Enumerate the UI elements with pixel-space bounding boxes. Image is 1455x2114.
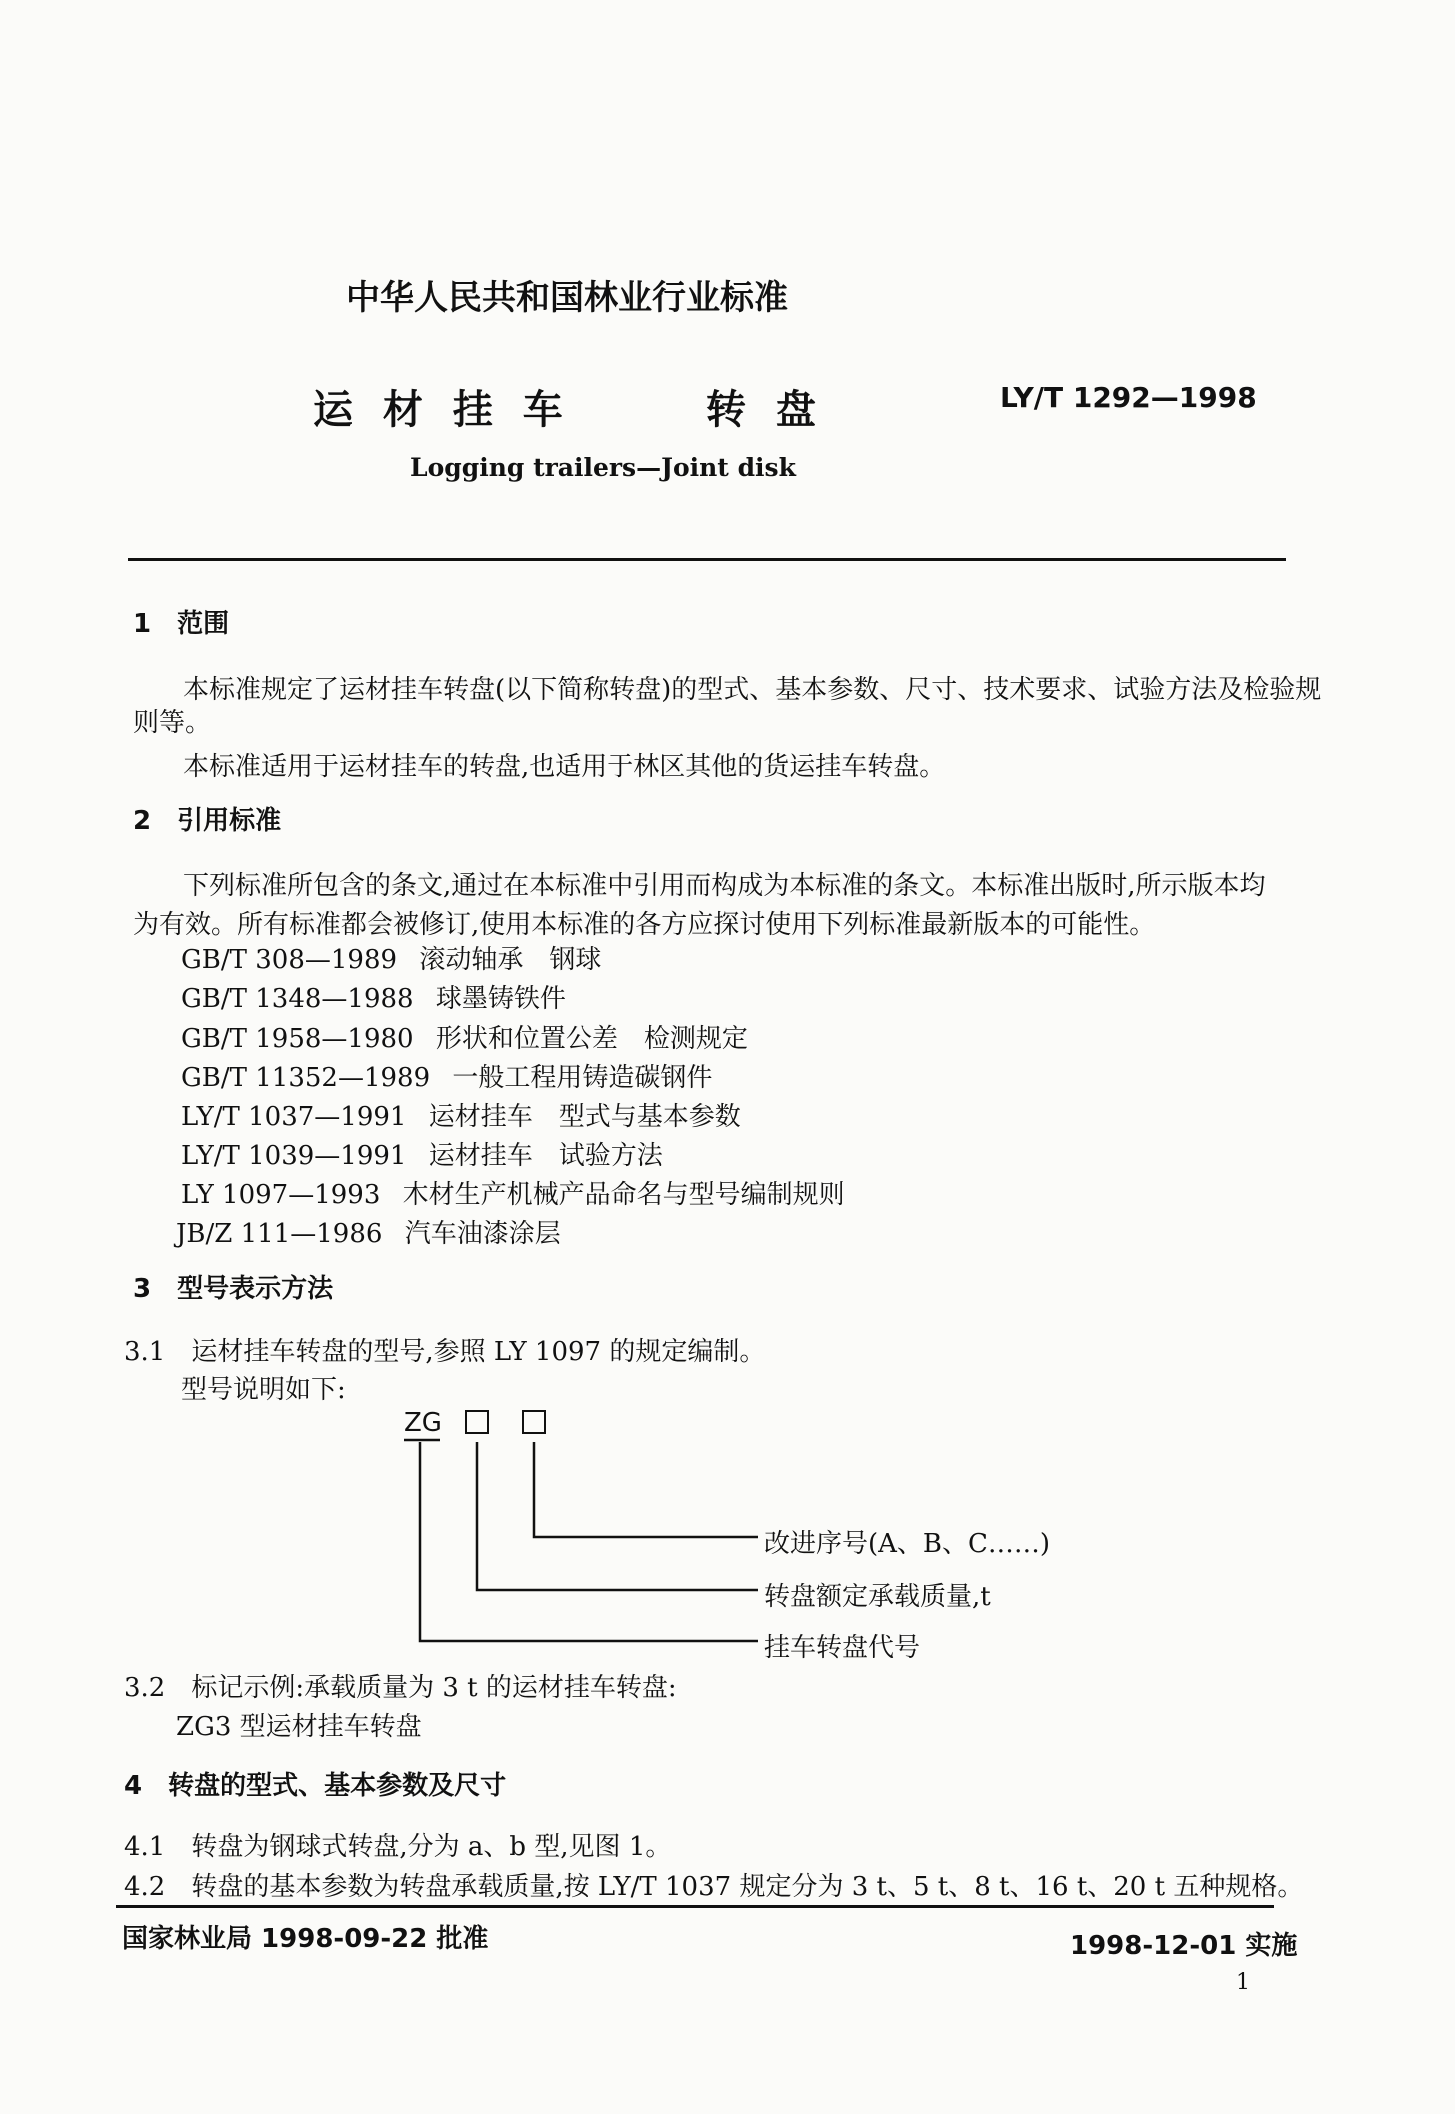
section-1-p2: 本标准适用于运材挂车的转盘,也适用于林区其他的货运挂车转盘。: [183, 752, 946, 782]
placeholder-box-improve: [522, 1410, 546, 1434]
section-2-p1-line2: 为有效。所有标准都会被修订,使用本标准的各方应探讨使用下列标准最新版本的可能性。: [133, 910, 1156, 940]
clause-3-1: 3.1 运材挂车转盘的型号,参照 LY 1097 的规定编制。: [124, 1337, 766, 1367]
section-4-heading: 4 转盘的型式、基本参数及尺寸: [124, 1771, 507, 1801]
reference-code: GB/T 308—1989: [181, 945, 398, 975]
section-1-p1-line1: 本标准规定了运材挂车转盘(以下简称转盘)的型式、基本参数、尺寸、技术要求、试验方法及检验规: [183, 675, 1322, 705]
label-improvement-seq: 改进序号(A、B、C……): [764, 1529, 1051, 1559]
section-2-heading: 2 引用标准: [133, 806, 282, 836]
clause-3-2: 3.2 标记示例:承载质量为 3 t 的运材挂车转盘:: [124, 1673, 677, 1703]
clause-3-1-sub: 型号说明如下:: [181, 1375, 346, 1405]
reference-code: LY/T 1039—1991: [181, 1141, 407, 1171]
reference-title: 一般工程用铸造碳钢件: [452, 1063, 713, 1093]
reference-title: 形状和位置公差 检测规定: [435, 1024, 748, 1054]
reference-title: 运材挂车 试验方法: [428, 1141, 663, 1171]
effective-line: 1998-12-01 实施: [1070, 1931, 1298, 1961]
model-prefix: ZG: [404, 1408, 442, 1438]
section-1-heading: 1 范围: [133, 609, 230, 639]
label-rated-capacity: 转盘额定承载质量,t: [764, 1582, 991, 1612]
reference-code: GB/T 1348—1988: [181, 984, 414, 1014]
placeholder-box-capacity: [465, 1410, 489, 1434]
page-number: 1: [1236, 1970, 1250, 1995]
reference-code: LY/T 1037—1991: [181, 1102, 407, 1132]
reference-title: 滚动轴承 钢球: [419, 945, 602, 975]
reference-code: LY 1097—1993: [181, 1180, 381, 1210]
reference-title: 球墨铸铁件: [435, 984, 566, 1014]
footer-divider: [116, 1905, 1274, 1908]
standard-number: LY/T 1292—1998: [1000, 381, 1257, 414]
clause-3-2-example: ZG3 型运材挂车转盘: [176, 1712, 422, 1742]
reference-code: GB/T 1958—1980: [181, 1024, 414, 1054]
reference-code: GB/T 11352—1989: [181, 1063, 431, 1093]
section-1-p1-line2: 则等。: [133, 708, 212, 738]
clause-4-2: 4.2 转盘的基本参数为转盘承载质量,按 LY/T 1037 规定分为 3 t、5 t、8 t、16 t、20 t 五种规格。: [124, 1872, 1304, 1902]
approval-line: 国家林业局 1998-09-22 批准: [122, 1924, 489, 1954]
section-3-heading: 3 型号表示方法: [133, 1274, 334, 1304]
org-title: 中华人民共和国林业行业标准: [346, 278, 788, 318]
english-title: Logging trailers—Joint disk: [410, 453, 796, 482]
label-trailer-code: 挂车转盘代号: [764, 1633, 921, 1663]
reference-title: 运材挂车 型式与基本参数: [428, 1102, 741, 1132]
doc-title-part1: 运 材 挂 车: [313, 387, 571, 433]
section-2-p1-line1: 下列标准所包含的条文,通过在本标准中引用而构成为本标准的条文。本标准出版时,所示版本均: [183, 871, 1266, 901]
reference-code: JB/Z 111—1986: [176, 1219, 383, 1249]
clause-4-1: 4.1 转盘为钢球式转盘,分为 a、b 型,见图 1。: [124, 1832, 672, 1862]
doc-title-part2: 转 盘: [706, 387, 824, 433]
reference-title: 汽车油漆涂层: [404, 1219, 561, 1249]
reference-title: 木材生产机械产品命名与型号编制规则: [402, 1180, 845, 1210]
